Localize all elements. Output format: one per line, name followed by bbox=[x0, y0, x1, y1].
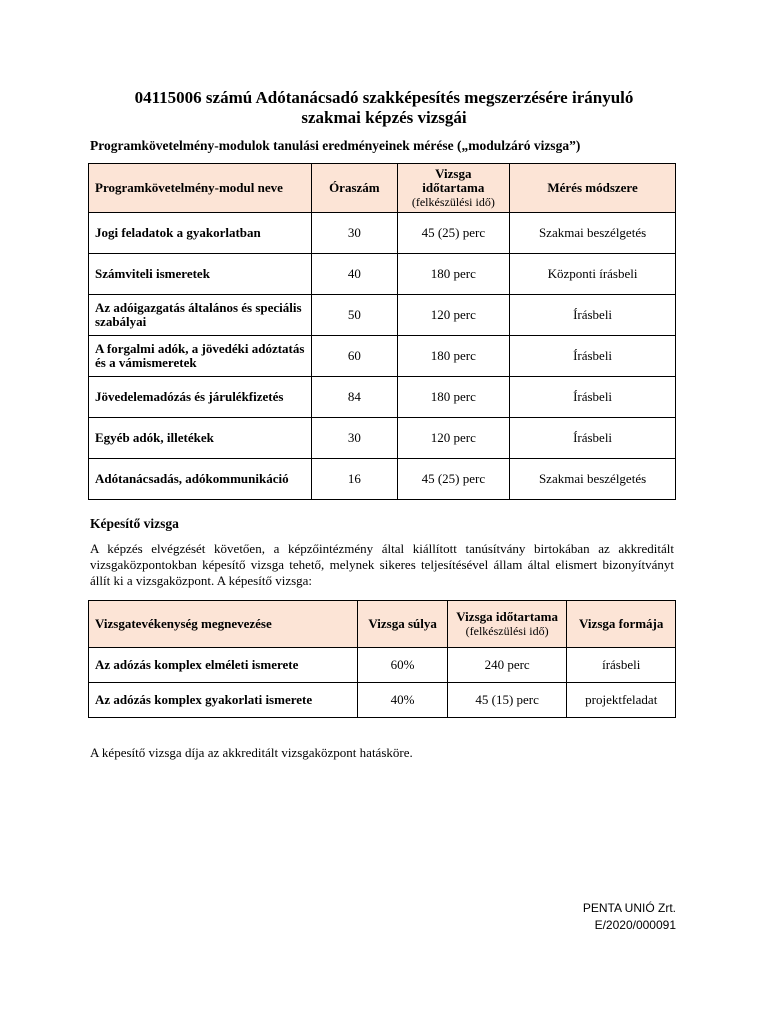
fee-note: A képesítő vizsga díja az akkreditált vizsgaközpont hatásköre. bbox=[90, 745, 413, 760]
table-row bbox=[89, 254, 676, 295]
module-name: Egyéb adók, illetékek bbox=[89, 418, 312, 459]
header-module: Programkövetelmény-modul neve bbox=[89, 164, 312, 213]
module-name: Jogi feladatok a gyakorlatban bbox=[89, 213, 312, 254]
table-header-row bbox=[89, 164, 676, 213]
activity-name: Az adózás komplex gyakorlati ismerete bbox=[89, 683, 358, 718]
module-name: A forgalmi adók, a jövedéki adóztatás és a vámismeretek bbox=[89, 336, 312, 377]
document-title bbox=[60, 88, 708, 128]
module-hours: 60 bbox=[312, 336, 397, 377]
module-method: Központi írásbeli bbox=[510, 254, 676, 295]
module-name: Számviteli ismeretek bbox=[89, 254, 312, 295]
module-method: Írásbeli bbox=[510, 295, 676, 336]
table-row bbox=[89, 648, 676, 683]
header-duration-note: (felkészülési idő) bbox=[411, 194, 495, 209]
header-method: Mérés módszere bbox=[510, 164, 676, 213]
activity-duration: 240 perc bbox=[447, 648, 567, 683]
module-duration: 120 perc bbox=[397, 295, 510, 336]
module-duration: 180 perc bbox=[397, 254, 510, 295]
activity-form: projektfeladat bbox=[567, 683, 676, 718]
activity-form: írásbeli bbox=[567, 648, 676, 683]
header-activity: Vizsgatevékenység megnevezése bbox=[89, 601, 358, 648]
table-row bbox=[89, 336, 676, 377]
qualifying-exam-table bbox=[88, 600, 676, 718]
activity-name: Az adózás komplex elméleti ismerete bbox=[89, 648, 358, 683]
section-subtitle: Programkövetelmény-modulok tanulási eredményeinek mérése („modulzáró vizsga”) bbox=[90, 138, 581, 153]
module-hours: 16 bbox=[312, 459, 397, 500]
header-weight: Vizsga súlya bbox=[358, 601, 447, 648]
header-duration-label: Vizsga időtartama bbox=[456, 608, 558, 624]
table-row bbox=[89, 377, 676, 418]
header-duration-note: (felkészülési idő) bbox=[465, 623, 549, 638]
header-duration-label: Vizsga időtartama bbox=[422, 165, 485, 195]
header-form: Vizsga formája bbox=[567, 601, 676, 648]
module-method: Szakmai beszélgetés bbox=[510, 213, 676, 254]
module-method: Írásbeli bbox=[510, 418, 676, 459]
module-name: Az adóigazgatás általános és speciális szabályai bbox=[89, 295, 312, 336]
module-duration: 120 perc bbox=[397, 418, 510, 459]
section-heading: Képesítő vizsga bbox=[90, 516, 179, 531]
table-row bbox=[89, 683, 676, 718]
footer-code: E/2020/000091 bbox=[594, 918, 676, 932]
table-row bbox=[89, 459, 676, 500]
module-hours: 40 bbox=[312, 254, 397, 295]
footer bbox=[583, 900, 676, 934]
table-row bbox=[89, 295, 676, 336]
header-hours: Óraszám bbox=[312, 164, 397, 213]
title-line-2: szakmai képzés vizsgái bbox=[301, 108, 467, 127]
module-method: Írásbeli bbox=[510, 377, 676, 418]
module-duration: 180 perc bbox=[397, 336, 510, 377]
module-exam-table bbox=[88, 163, 676, 500]
footer-company: PENTA UNIÓ Zrt. bbox=[582, 901, 676, 915]
section-paragraph: A képzés elvégzését követően, a képzőintézmény által kiállított tanúsítvány birtokában az akkreditált vizsgaközpontokban képesítő vizsga tehető, melynek sikeres teljesítésével állam által elismert bizonyítványt állít ki a vizsgaközpont. A képesítő vizsga: bbox=[90, 541, 674, 588]
module-hours: 30 bbox=[312, 418, 397, 459]
module-method: Írásbeli bbox=[510, 336, 676, 377]
activity-duration: 45 (15) perc bbox=[447, 683, 567, 718]
module-hours: 30 bbox=[312, 213, 397, 254]
table-row bbox=[89, 213, 676, 254]
module-name: Jövedelemadózás és járulékfizetés bbox=[89, 377, 312, 418]
table-header-row bbox=[89, 601, 676, 648]
activity-weight: 40% bbox=[358, 683, 447, 718]
module-duration: 180 perc bbox=[397, 377, 510, 418]
activity-weight: 60% bbox=[358, 648, 447, 683]
module-duration: 45 (25) perc bbox=[397, 213, 510, 254]
header-duration bbox=[397, 164, 510, 213]
module-hours: 84 bbox=[312, 377, 397, 418]
module-hours: 50 bbox=[312, 295, 397, 336]
module-method: Szakmai beszélgetés bbox=[510, 459, 676, 500]
module-duration: 45 (25) perc bbox=[397, 459, 510, 500]
header-duration bbox=[447, 601, 567, 648]
module-name: Adótanácsadás, adókommunikáció bbox=[89, 459, 312, 500]
table-row bbox=[89, 418, 676, 459]
title-line-1: 04115006 számú Adótanácsadó szakképesítés megszerzésére irányuló bbox=[134, 88, 634, 107]
